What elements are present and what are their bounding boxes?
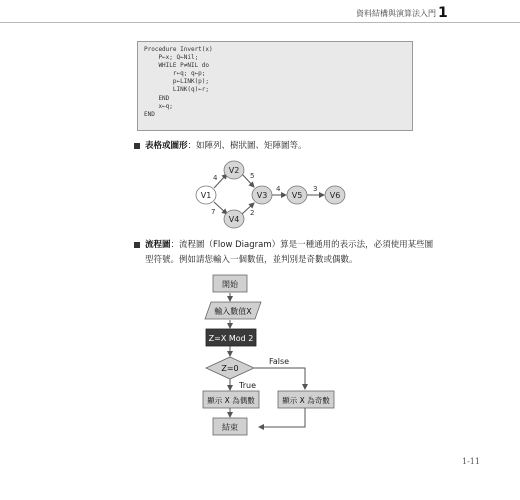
bullet-flow-continued: 型符號。例如請您輸入一個數值，並判別是奇數或偶數。: [145, 255, 358, 265]
flow-odd-label: 顯示 X 為奇數: [282, 396, 330, 405]
bullet-flow: [145, 238, 433, 250]
page-number: 1-11: [462, 457, 480, 466]
weight-v4-v3: 2: [250, 209, 255, 217]
weight-v3-v5: 4: [276, 185, 281, 193]
flow-decision-label: Z=0: [221, 364, 239, 373]
bullet-marker: [134, 143, 140, 149]
flow-input-label: 輸入數值X: [214, 307, 252, 316]
flow-start-label: 開始: [222, 280, 238, 289]
flowchart-diagram: [195, 272, 365, 444]
weight-v2-v3: 5: [250, 172, 255, 180]
flow-process-label: Z=X Mod 2: [208, 334, 254, 343]
edge-v1-v4: [214, 202, 227, 214]
weight-v1-v2: 4: [213, 174, 218, 182]
bullet-body: ：流程圖（Flow Diagram）算是一種通用的表示法，必須使用某些圖: [170, 240, 434, 250]
code-listing: [137, 41, 413, 131]
node-v3-label: V3: [256, 191, 268, 200]
header-rule: [0, 22, 520, 23]
flow-false-label: False: [269, 357, 290, 366]
flow-even-label: 顯示 X 為偶數: [207, 396, 255, 405]
code-line: p←LINK(p);: [144, 78, 210, 86]
flow-arrow-false: [254, 368, 305, 389]
code-line: P←x; Q←Nil;: [144, 54, 199, 62]
code-line: Procedure Invert(x): [144, 46, 213, 53]
weighted-graph-diagram: [190, 158, 370, 230]
node-v2-label: V2: [228, 166, 240, 175]
bullet-body: ：如陣列、樹狀圖、矩陣圖等。: [187, 141, 307, 151]
weight-v1-v4: 7: [211, 208, 216, 216]
bullet-marker: [134, 242, 140, 248]
node-v4-label: V4: [228, 215, 240, 224]
code-line: x←q;: [144, 102, 173, 110]
node-v1-label: V1: [200, 191, 212, 200]
running-header-title: 資料結構與演算法入門: [356, 9, 436, 18]
flow-arrow-merge: [259, 408, 305, 427]
code-line: END: [144, 94, 170, 102]
code-line: r←q; q←p;: [144, 70, 206, 78]
chapter-number: 1: [438, 5, 448, 21]
node-v6-label: V6: [329, 191, 341, 200]
code-line: LINK(q)←r;: [144, 86, 210, 94]
weight-v5-v6: 3: [313, 185, 318, 193]
bullet-term: 表格或圖形: [145, 141, 188, 151]
code-line: WHILE P≠NIL do: [144, 62, 210, 70]
flow-end-label: 結束: [222, 423, 238, 432]
flow-true-label: True: [239, 381, 256, 390]
bullet-term: 流程圖: [145, 240, 171, 250]
code-line: END: [144, 110, 155, 118]
node-v5-label: V5: [291, 191, 303, 200]
bullet-graph: [145, 139, 307, 151]
